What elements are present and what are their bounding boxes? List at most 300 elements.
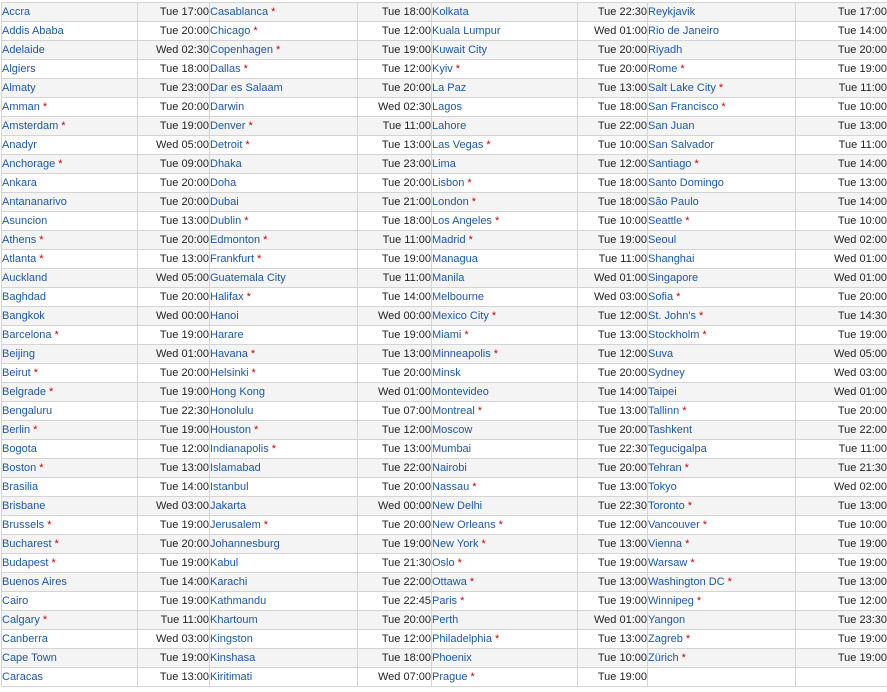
city-cell[interactable] xyxy=(648,611,796,630)
city-link[interactable]: Seoul xyxy=(648,234,676,246)
city-link[interactable]: Kinshasa xyxy=(210,652,255,664)
city-link[interactable]: Islamabad xyxy=(210,462,261,474)
city-cell[interactable] xyxy=(432,478,578,497)
city-link[interactable]: Mumbai xyxy=(432,443,471,455)
city-link[interactable]: Suva xyxy=(648,348,673,360)
city-link[interactable]: Lima xyxy=(432,158,456,170)
city-link[interactable]: Budapest xyxy=(2,557,48,569)
city-link[interactable]: Belgrade xyxy=(2,386,46,398)
city-cell[interactable] xyxy=(2,573,138,592)
city-link[interactable]: Istanbul xyxy=(210,481,249,493)
dst-asterisk-icon: * xyxy=(276,44,280,56)
city-cell[interactable] xyxy=(432,402,578,421)
city-cell[interactable] xyxy=(2,459,138,478)
city-cell[interactable] xyxy=(210,364,358,383)
city-link[interactable]: Adelaide xyxy=(2,44,45,56)
city-cell[interactable] xyxy=(432,364,578,383)
city-link[interactable]: Beirut xyxy=(2,367,31,379)
city-link[interactable]: Kiritimati xyxy=(210,671,252,683)
city-cell[interactable] xyxy=(648,41,796,60)
city-link[interactable]: Dubai xyxy=(210,196,239,208)
city-cell[interactable] xyxy=(648,516,796,535)
city-link[interactable]: Frankfurt xyxy=(210,253,254,265)
city-link[interactable]: San Juan xyxy=(648,120,694,132)
city-link[interactable]: Moscow xyxy=(432,424,472,436)
city-cell[interactable] xyxy=(2,516,138,535)
city-link[interactable]: Hong Kong xyxy=(210,386,265,398)
city-link[interactable]: Havana xyxy=(210,348,248,360)
city-cell[interactable] xyxy=(648,440,796,459)
city-cell[interactable] xyxy=(648,79,796,98)
city-link[interactable]: Nairobi xyxy=(432,462,467,474)
city-link[interactable]: New Delhi xyxy=(432,500,482,512)
city-cell[interactable] xyxy=(432,288,578,307)
city-link[interactable]: Santiago xyxy=(648,158,691,170)
city-link[interactable]: Zürich xyxy=(648,652,679,664)
city-cell[interactable] xyxy=(210,269,358,288)
city-cell[interactable] xyxy=(432,307,578,326)
city-link[interactable]: Auckland xyxy=(2,272,47,284)
city-cell[interactable] xyxy=(2,421,138,440)
city-cell[interactable] xyxy=(2,250,138,269)
city-link[interactable]: Harare xyxy=(210,329,244,341)
city-cell[interactable] xyxy=(648,117,796,136)
city-cell[interactable] xyxy=(432,440,578,459)
city-cell[interactable] xyxy=(2,364,138,383)
city-cell[interactable] xyxy=(2,440,138,459)
city-link[interactable]: Athens xyxy=(2,234,36,246)
city-cell[interactable] xyxy=(648,250,796,269)
city-link[interactable]: Zagreb xyxy=(648,633,683,645)
city-link[interactable]: Bucharest xyxy=(2,538,52,550)
city-link[interactable]: Accra xyxy=(2,6,30,18)
city-link[interactable]: Mexico City xyxy=(432,310,489,322)
city-cell[interactable] xyxy=(432,136,578,155)
city-cell[interactable] xyxy=(432,649,578,668)
city-link[interactable]: Reykjavik xyxy=(648,6,695,18)
city-link[interactable]: Copenhagen xyxy=(210,44,273,56)
city-link[interactable]: Montreal xyxy=(432,405,475,417)
city-link[interactable]: Caracas xyxy=(2,671,43,683)
city-cell[interactable] xyxy=(432,193,578,212)
city-cell[interactable] xyxy=(2,155,138,174)
city-link[interactable]: Tehran xyxy=(648,462,682,474)
city-cell[interactable] xyxy=(210,136,358,155)
city-link[interactable]: Minneapolis xyxy=(432,348,491,360)
city-link[interactable]: Boston xyxy=(2,462,36,474)
city-cell[interactable] xyxy=(210,649,358,668)
city-cell[interactable] xyxy=(648,231,796,250)
city-link[interactable]: Hanoi xyxy=(210,310,239,322)
city-cell[interactable] xyxy=(2,649,138,668)
city-link[interactable]: Atlanta xyxy=(2,253,36,265)
city-cell[interactable] xyxy=(2,60,138,79)
city-cell[interactable] xyxy=(648,60,796,79)
city-cell[interactable] xyxy=(2,345,138,364)
city-link[interactable]: Montevideo xyxy=(432,386,489,398)
city-cell[interactable] xyxy=(2,307,138,326)
city-link[interactable]: Bogota xyxy=(2,443,37,455)
city-link[interactable]: Karachi xyxy=(210,576,247,588)
city-link[interactable]: Jakarta xyxy=(210,500,246,512)
city-cell[interactable] xyxy=(210,193,358,212)
city-cell[interactable] xyxy=(2,668,138,687)
city-link[interactable]: Edmonton xyxy=(210,234,260,246)
city-link[interactable]: Prague xyxy=(432,671,467,683)
city-cell[interactable] xyxy=(648,22,796,41)
city-link[interactable]: Miami xyxy=(432,329,461,341)
city-cell[interactable] xyxy=(432,421,578,440)
city-cell[interactable] xyxy=(648,98,796,117)
city-link[interactable]: San Francisco xyxy=(648,101,718,113)
city-cell[interactable] xyxy=(2,326,138,345)
city-cell[interactable] xyxy=(210,41,358,60)
city-link[interactable]: Brasilia xyxy=(2,481,38,493)
city-link[interactable]: Nassau xyxy=(432,481,469,493)
city-link[interactable]: Darwin xyxy=(210,101,244,113)
city-link[interactable]: Kuala Lumpur xyxy=(432,25,501,37)
city-link[interactable]: Anadyr xyxy=(2,139,37,151)
city-cell[interactable] xyxy=(648,212,796,231)
city-cell[interactable] xyxy=(648,174,796,193)
city-cell[interactable] xyxy=(648,136,796,155)
city-cell[interactable] xyxy=(2,611,138,630)
city-cell[interactable] xyxy=(432,41,578,60)
city-cell[interactable] xyxy=(432,174,578,193)
city-link[interactable]: Sofia xyxy=(648,291,673,303)
city-link[interactable]: Kolkata xyxy=(432,6,469,18)
city-cell[interactable] xyxy=(2,497,138,516)
city-cell[interactable] xyxy=(432,345,578,364)
city-link[interactable]: Cape Town xyxy=(2,652,57,664)
city-cell[interactable] xyxy=(432,497,578,516)
city-cell[interactable] xyxy=(648,402,796,421)
table-row xyxy=(2,231,887,250)
city-cell[interactable] xyxy=(210,592,358,611)
city-link[interactable]: Perth xyxy=(432,614,458,626)
city-link[interactable]: Bengaluru xyxy=(2,405,52,417)
city-link[interactable]: Buenos Aires xyxy=(2,576,67,588)
city-cell[interactable] xyxy=(210,155,358,174)
city-link[interactable]: Antananarivo xyxy=(2,196,67,208)
city-link[interactable]: La Paz xyxy=(432,82,466,94)
city-cell[interactable] xyxy=(210,288,358,307)
city-cell[interactable] xyxy=(432,326,578,345)
city-cell[interactable] xyxy=(648,497,796,516)
city-cell[interactable] xyxy=(210,535,358,554)
city-cell[interactable] xyxy=(210,516,358,535)
city-link[interactable]: Baghdad xyxy=(2,291,46,303)
city-cell[interactable] xyxy=(2,212,138,231)
city-cell[interactable] xyxy=(432,98,578,117)
city-cell[interactable] xyxy=(210,98,358,117)
city-link[interactable]: São Paulo xyxy=(648,196,699,208)
city-cell[interactable] xyxy=(2,383,138,402)
city-link[interactable]: Seattle xyxy=(648,215,682,227)
city-link[interactable]: Guatemala City xyxy=(210,272,286,284)
city-link[interactable]: Almaty xyxy=(2,82,36,94)
city-cell[interactable] xyxy=(210,668,358,687)
city-link[interactable]: New Orleans xyxy=(432,519,496,531)
city-cell[interactable] xyxy=(648,649,796,668)
city-link[interactable]: Lahore xyxy=(432,120,466,132)
city-link[interactable]: Warsaw xyxy=(648,557,687,569)
city-cell[interactable] xyxy=(210,117,358,136)
city-cell[interactable] xyxy=(210,573,358,592)
city-cell[interactable] xyxy=(210,3,358,22)
city-link[interactable]: Oslo xyxy=(432,557,455,569)
city-link[interactable]: Salt Lake City xyxy=(648,82,716,94)
city-cell[interactable] xyxy=(210,326,358,345)
city-link[interactable]: Kabul xyxy=(210,557,238,569)
city-link[interactable]: Vienna xyxy=(648,538,682,550)
city-link[interactable]: Dublin xyxy=(210,215,241,227)
city-link[interactable]: Ottawa xyxy=(432,576,467,588)
city-cell[interactable] xyxy=(432,60,578,79)
city-link[interactable]: Kingston xyxy=(210,633,253,645)
city-link[interactable]: Winnipeg xyxy=(648,595,694,607)
city-link[interactable]: Denver xyxy=(210,120,245,132)
city-link[interactable]: Stockholm xyxy=(648,329,699,341)
empty-cell xyxy=(648,668,796,687)
city-cell[interactable] xyxy=(648,345,796,364)
city-cell[interactable] xyxy=(432,383,578,402)
city-cell[interactable] xyxy=(2,174,138,193)
city-link[interactable]: Brisbane xyxy=(2,500,45,512)
local-time: Tue 14:00 xyxy=(796,22,887,41)
city-link[interactable]: Houston xyxy=(210,424,251,436)
city-link[interactable]: London xyxy=(432,196,469,208)
city-link[interactable]: Las Vegas xyxy=(432,139,483,151)
city-cell[interactable] xyxy=(210,421,358,440)
city-cell[interactable] xyxy=(648,307,796,326)
local-time: Wed 07:00 xyxy=(358,668,432,687)
city-cell[interactable] xyxy=(210,231,358,250)
city-cell[interactable] xyxy=(432,573,578,592)
city-cell[interactable] xyxy=(432,22,578,41)
city-link[interactable]: Jerusalem xyxy=(210,519,261,531)
city-link[interactable]: Calgary xyxy=(2,614,40,626)
city-cell[interactable] xyxy=(432,668,578,687)
city-cell[interactable] xyxy=(432,269,578,288)
city-cell[interactable] xyxy=(432,516,578,535)
city-link[interactable]: Yangon xyxy=(648,614,685,626)
city-link[interactable]: Anchorage xyxy=(2,158,55,170)
city-link[interactable]: Addis Ababa xyxy=(2,25,64,37)
city-link[interactable]: Barcelona xyxy=(2,329,52,341)
city-cell[interactable] xyxy=(210,459,358,478)
city-cell[interactable] xyxy=(2,3,138,22)
city-cell[interactable] xyxy=(210,22,358,41)
city-cell[interactable] xyxy=(648,364,796,383)
city-link[interactable]: Madrid xyxy=(432,234,466,246)
city-cell[interactable] xyxy=(2,554,138,573)
city-cell[interactable] xyxy=(648,193,796,212)
dst-asterisk-icon: * xyxy=(458,557,462,569)
city-link[interactable]: New York xyxy=(432,538,478,550)
city-cell[interactable] xyxy=(210,307,358,326)
city-cell[interactable] xyxy=(648,592,796,611)
city-link[interactable]: Tokyo xyxy=(648,481,677,493)
city-link[interactable]: Beijing xyxy=(2,348,35,360)
city-link[interactable]: Asuncion xyxy=(2,215,47,227)
local-time: Tue 13:00 xyxy=(358,345,432,364)
local-time: Wed 03:00 xyxy=(578,288,648,307)
city-cell[interactable] xyxy=(210,630,358,649)
city-cell[interactable] xyxy=(432,535,578,554)
city-link[interactable]: Bangkok xyxy=(2,310,45,322)
city-link[interactable]: Kuwait City xyxy=(432,44,487,56)
city-link[interactable]: Dallas xyxy=(210,63,241,75)
city-cell[interactable] xyxy=(648,269,796,288)
city-link[interactable]: Kathmandu xyxy=(210,595,266,607)
city-link[interactable]: Chicago xyxy=(210,25,250,37)
city-cell[interactable] xyxy=(648,459,796,478)
city-cell[interactable] xyxy=(648,554,796,573)
city-cell[interactable] xyxy=(2,231,138,250)
city-link[interactable]: Doha xyxy=(210,177,236,189)
city-cell[interactable] xyxy=(648,535,796,554)
city-link[interactable]: Minsk xyxy=(432,367,461,379)
city-cell[interactable] xyxy=(648,421,796,440)
city-cell[interactable] xyxy=(648,573,796,592)
city-cell[interactable] xyxy=(210,611,358,630)
city-link[interactable]: Amsterdam xyxy=(2,120,58,132)
city-cell[interactable] xyxy=(432,155,578,174)
city-link[interactable]: Ankara xyxy=(2,177,37,189)
city-link[interactable]: Dar es Salaam xyxy=(210,82,283,94)
city-link[interactable]: Singapore xyxy=(648,272,698,284)
city-cell[interactable] xyxy=(2,478,138,497)
city-cell[interactable] xyxy=(432,231,578,250)
city-cell[interactable] xyxy=(2,193,138,212)
city-cell[interactable] xyxy=(648,383,796,402)
city-cell[interactable] xyxy=(210,60,358,79)
local-time: Tue 22:00 xyxy=(578,117,648,136)
local-time: Tue 19:00 xyxy=(138,421,210,440)
city-cell[interactable] xyxy=(210,440,358,459)
city-cell[interactable] xyxy=(2,630,138,649)
city-link[interactable]: Managua xyxy=(432,253,478,265)
city-cell[interactable] xyxy=(648,478,796,497)
city-link[interactable]: Philadelphia xyxy=(432,633,492,645)
city-cell[interactable] xyxy=(210,478,358,497)
city-link[interactable]: Khartoum xyxy=(210,614,258,626)
city-cell[interactable] xyxy=(2,79,138,98)
city-cell[interactable] xyxy=(210,79,358,98)
table-row xyxy=(2,269,887,288)
city-cell[interactable] xyxy=(648,326,796,345)
city-link[interactable]: Phoenix xyxy=(432,652,472,664)
city-link[interactable]: Algiers xyxy=(2,63,36,75)
city-link[interactable]: Tashkent xyxy=(648,424,692,436)
city-cell[interactable] xyxy=(2,136,138,155)
city-link[interactable]: Johannesburg xyxy=(210,538,280,550)
city-link[interactable]: Sydney xyxy=(648,367,685,379)
city-cell[interactable] xyxy=(432,459,578,478)
city-link[interactable]: Melbourne xyxy=(432,291,484,303)
city-link[interactable]: Brussels xyxy=(2,519,44,531)
city-cell[interactable] xyxy=(210,402,358,421)
city-link[interactable]: Rome xyxy=(648,63,677,75)
city-link[interactable]: Shanghai xyxy=(648,253,695,265)
city-cell[interactable] xyxy=(432,611,578,630)
city-cell[interactable] xyxy=(432,79,578,98)
city-link[interactable]: Santo Domingo xyxy=(648,177,724,189)
city-link[interactable]: Honolulu xyxy=(210,405,253,417)
city-link[interactable]: Kyiv xyxy=(432,63,453,75)
city-cell[interactable] xyxy=(210,250,358,269)
city-link[interactable]: Lagos xyxy=(432,101,462,113)
city-cell[interactable] xyxy=(648,3,796,22)
city-link[interactable]: Dhaka xyxy=(210,158,242,170)
city-link[interactable]: Indianapolis xyxy=(210,443,269,455)
city-link[interactable]: Los Angeles xyxy=(432,215,492,227)
city-cell[interactable] xyxy=(432,554,578,573)
city-link[interactable]: Taipei xyxy=(648,386,677,398)
city-link[interactable]: St. John's xyxy=(648,310,696,322)
dst-asterisk-icon: * xyxy=(486,139,490,151)
city-cell[interactable] xyxy=(2,535,138,554)
city-link[interactable]: Tegucigalpa xyxy=(648,443,707,455)
city-link[interactable]: Amman xyxy=(2,101,40,113)
city-link[interactable]: Lisbon xyxy=(432,177,464,189)
city-cell[interactable] xyxy=(432,117,578,136)
city-cell[interactable] xyxy=(432,592,578,611)
city-cell[interactable] xyxy=(648,155,796,174)
city-cell[interactable] xyxy=(2,41,138,60)
city-link[interactable]: Casablanca xyxy=(210,6,268,18)
city-link[interactable]: Helsinki xyxy=(210,367,249,379)
city-cell[interactable] xyxy=(2,402,138,421)
city-link[interactable]: Cairo xyxy=(2,595,28,607)
city-cell[interactable] xyxy=(210,554,358,573)
city-link[interactable]: Paris xyxy=(432,595,457,607)
city-cell[interactable] xyxy=(210,383,358,402)
city-cell[interactable] xyxy=(432,3,578,22)
city-link[interactable]: Rio de Janeiro xyxy=(648,25,719,37)
city-cell[interactable] xyxy=(210,497,358,516)
city-cell[interactable] xyxy=(2,269,138,288)
city-cell[interactable] xyxy=(648,630,796,649)
city-link[interactable]: Detroit xyxy=(210,139,242,151)
city-link[interactable]: San Salvador xyxy=(648,139,714,151)
city-cell[interactable] xyxy=(432,250,578,269)
city-link[interactable]: Washington DC xyxy=(648,576,725,588)
city-cell[interactable] xyxy=(432,212,578,231)
city-cell[interactable] xyxy=(210,212,358,231)
city-cell[interactable] xyxy=(210,345,358,364)
city-link[interactable]: Halifax xyxy=(210,291,244,303)
city-link[interactable]: Berlin xyxy=(2,424,30,436)
city-cell[interactable] xyxy=(2,288,138,307)
city-cell[interactable] xyxy=(2,98,138,117)
city-cell[interactable] xyxy=(2,22,138,41)
city-cell[interactable] xyxy=(2,592,138,611)
city-link[interactable]: Toronto xyxy=(648,500,685,512)
city-link[interactable]: Tallinn xyxy=(648,405,679,417)
city-cell[interactable] xyxy=(648,288,796,307)
city-cell[interactable] xyxy=(2,117,138,136)
local-time: Tue 12:00 xyxy=(358,22,432,41)
city-link[interactable]: Vancouver xyxy=(648,519,700,531)
city-link[interactable]: Manila xyxy=(432,272,464,284)
city-link[interactable]: Riyadh xyxy=(648,44,682,56)
city-link[interactable]: Canberra xyxy=(2,633,48,645)
city-cell[interactable] xyxy=(210,174,358,193)
local-time: Tue 20:00 xyxy=(138,364,210,383)
city-cell[interactable] xyxy=(432,630,578,649)
